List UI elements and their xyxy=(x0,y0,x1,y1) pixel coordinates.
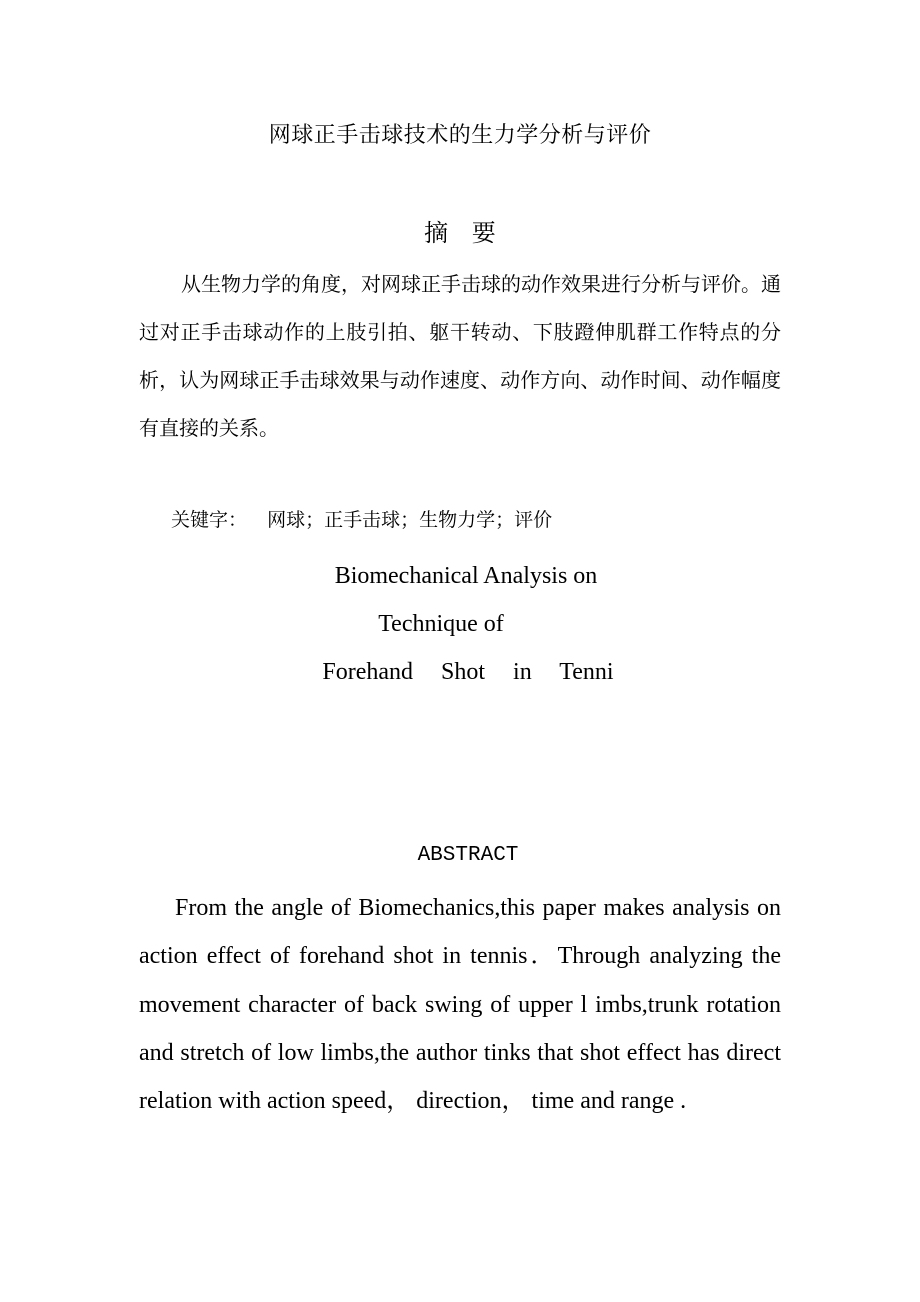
chinese-abstract-heading: 摘 要 xyxy=(424,219,504,247)
keywords-line xyxy=(171,505,552,532)
chinese-abstract-text: 从生物力学的角度，对网球正手击球的动作效果进行分析与评价。通过对正手击球动作的上肢引拍、躯干转动、下肢蹬伸肌群工作特点的分析，认为网球正手击球效果与动作速度、动作方向、动作时间、动作幅度有直接的关系。 xyxy=(139,272,781,440)
keywords-text: 网球；正手击球；生物力学；评价 xyxy=(267,509,553,531)
english-title-line-1: Biomechanical Analysis on xyxy=(334,563,598,589)
english-abstract-text: From the angle of Biomechanics,this paper makes analysis on action effect of forehand shot in tennis．Through analyzing the movement character of back swing of upper l imbs,trunk rotation and stretch of low limbs,the author tinks that shot effect has direct relation with action speed， direction， time and range . xyxy=(139,895,781,1115)
english-title-line-2: Technique of xyxy=(378,611,504,637)
chinese-title: 网球正手击球技术的生力学分析与评价 xyxy=(268,123,652,148)
english-title xyxy=(0,552,920,696)
english-abstract-heading: ABSTRACT xyxy=(417,844,519,867)
english-title-line-3: Forehand Shot in Tenni xyxy=(322,659,614,685)
keywords-label: 关键字： xyxy=(171,509,248,531)
